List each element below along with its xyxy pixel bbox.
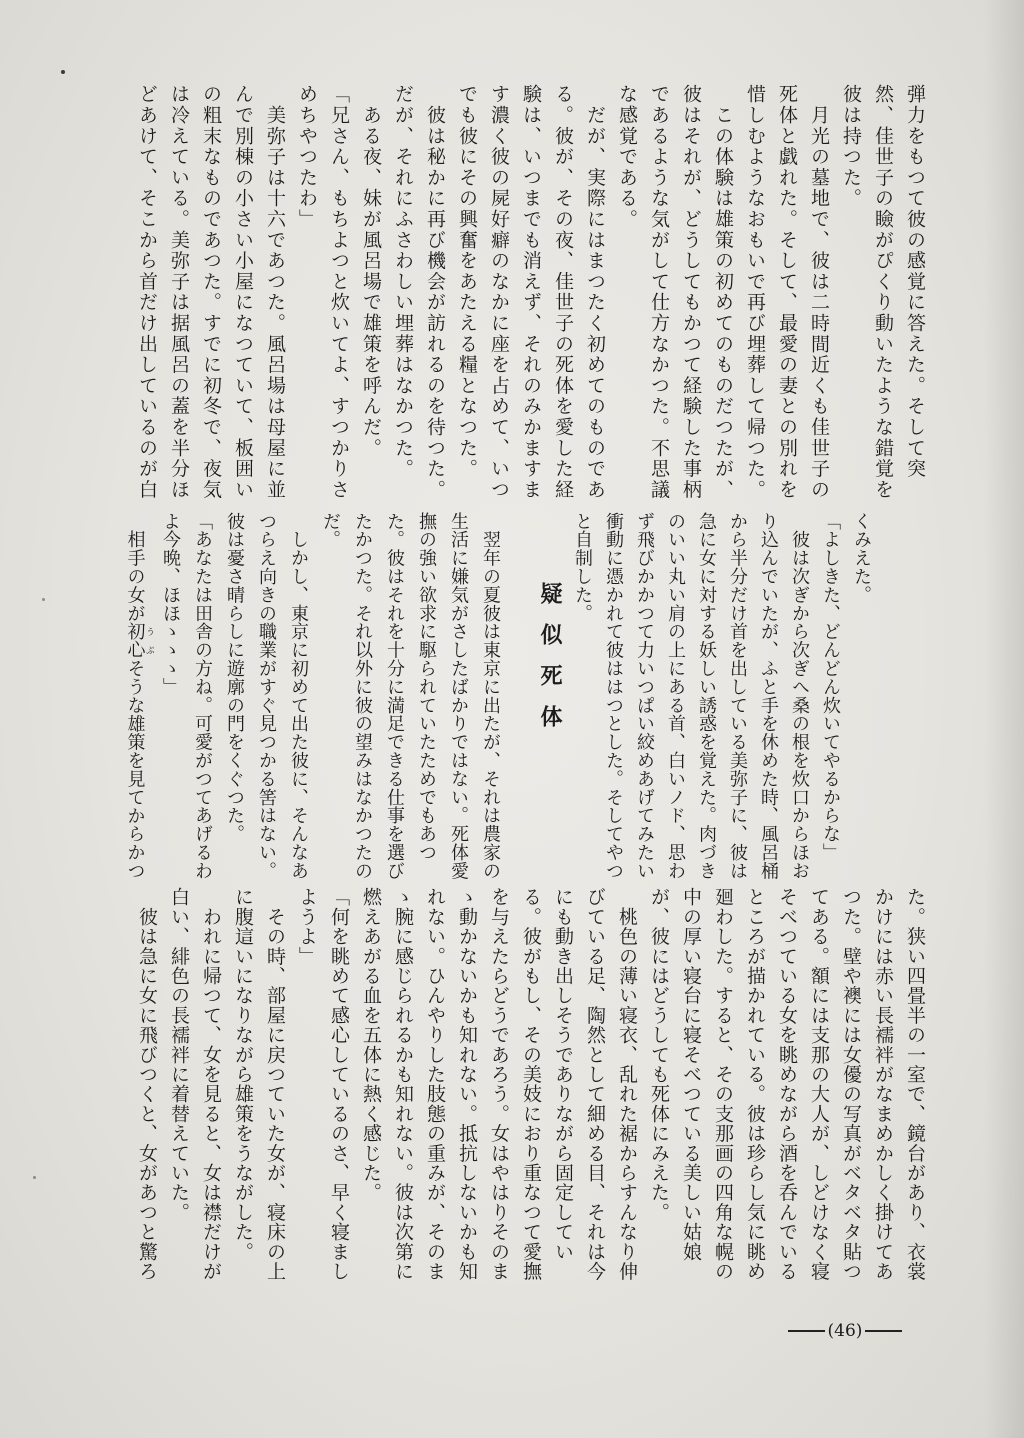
text-column: 撫の強い欲求に駆られていたためでもあつ	[416, 512, 437, 862]
text-column: 桃色の薄い寝衣、乱れた裾からすんなり伸	[616, 887, 638, 1281]
text-column: から半分だけ首を出している美弥子に、彼は	[727, 512, 748, 880]
ruby-annotation	[124, 622, 154, 660]
ink-speck	[42, 598, 45, 601]
text-column: 惜しむようなおもいで再び埋葬して帰つた。	[744, 84, 766, 500]
text-column: 急に女に対する妖しい誘惑を覚えた。肉づき	[696, 512, 717, 880]
text-column: 彼は次ぎから次ぎへ桑の根を炊口からほお	[789, 512, 810, 880]
text-column: だ。	[320, 512, 341, 549]
text-column: 死体と戯れた。そして、最愛の妻との別れを	[776, 84, 798, 500]
ink-speck	[33, 1176, 36, 1179]
text-column: 燃えあがる血を五体に熱く感じた。	[360, 887, 382, 1203]
text-column: であるような気がして仕方なかつた。不思議	[648, 84, 670, 500]
text-column: びている足、陶然として細める目、それは今	[584, 887, 606, 1281]
text-column: に腹這いになりながら雄策をうながした。	[232, 887, 254, 1262]
text-column: この体験は雄策の初めてのものだつたが、	[712, 84, 734, 500]
text-column: が、彼にはどうしても死体にみえた。	[648, 887, 670, 1222]
text-column: でも彼にその興奮をあたえる糧となつた。	[456, 84, 478, 480]
text-column: る。彼が、その夜、佳世子の死体を愛した経	[552, 84, 574, 500]
text-column: だが、それにふさわしい埋葬はなかつた。	[392, 84, 414, 480]
text-column: 然、佳世子の瞼がぴくり動いたような錯覚を	[872, 84, 894, 500]
section-title: 疑似死体	[537, 582, 563, 746]
text-column-with-ruby	[122, 512, 154, 882]
text-column: どあけて、そこから首だけ出しているのが白	[136, 84, 158, 500]
text-column: を与えたらどうであろう。女はやはりそのま	[488, 887, 510, 1281]
page-number	[788, 1318, 902, 1344]
text-column: 月光の墓地で、彼は二時間近くも佳世子の	[808, 84, 830, 500]
middle-tier-text-right	[567, 512, 877, 882]
text-column: つらえ向きの職業がすぐ見つかる筈はない。	[256, 512, 277, 880]
text-column: 験は、いつまでも消えず、それのみかますま	[520, 84, 542, 500]
text-column: 美弥子は十六であつた。風呂場は母屋に並	[264, 84, 286, 500]
text-column: す濃く彼の屍好癖のなかに座を占めて、いつ	[488, 84, 510, 500]
text-column: 「兄さん、もちよつと炊いてよ、すつかりさ	[328, 84, 350, 500]
text-column: しかし、東京に初めて出た彼に、そんなあ	[288, 512, 309, 880]
ruby-base: 初心	[124, 622, 146, 660]
text-column: り込んでいたが、ふと手を休めた時、風呂桶	[758, 512, 779, 880]
text-column: な感覚である。	[616, 84, 638, 230]
text-column: 白い、緋色の長襦袢に着替えていた。	[168, 887, 190, 1222]
text-column: 「あなたは田舎の方ね。可愛がつてあげるわ	[192, 512, 213, 880]
text-column: てある。額には支那の大人が、しどけなく寝	[808, 887, 830, 1281]
text-column: ある夜、妹が風呂場で雄策を呼んだ。	[360, 84, 382, 459]
top-tier-text	[131, 84, 931, 500]
text-column: われに帰つて、女を見ると、女は襟だけが	[200, 887, 222, 1281]
text-column: たかつた。それ以外に彼の望みはなかつたの	[352, 512, 373, 880]
text-column: その時、部屋に戻つていた女が、寝床の上	[264, 887, 286, 1281]
page-number-rule-right	[865, 1330, 902, 1332]
ruby-line-before: 相手の女が	[124, 512, 146, 623]
text-column: た。彼はそれを十分に満足できる仕事を選び	[384, 512, 405, 880]
text-column: 生活に嫌気がさしたばかりではない。死体愛	[448, 512, 469, 880]
text-column: ゝ動かないかも知れない。抵抗しないかも知	[456, 887, 478, 1281]
text-column: ようよ」	[296, 887, 318, 966]
text-column: 彼はそれが、どうしてもかつて経験した事柄	[680, 84, 702, 500]
text-column: よ今晩、ほほゝゝゝ」	[160, 512, 181, 696]
text-column: かけには赤い長襦袢がなまめかしく掛けてあ	[872, 887, 894, 1281]
text-column: る。彼がもし、その美妓におり重なつて愛撫	[520, 887, 542, 1281]
text-column: んで別棟の小さい小屋になつていて、板囲い	[232, 84, 254, 500]
page-number-text: (46)	[827, 1321, 863, 1341]
text-column: 中の厚い寝台に寝そべつている美しい姑娘	[680, 887, 702, 1262]
text-column: の粗末なものであつた。すでに初冬で、夜気	[200, 84, 222, 500]
text-column: めちやつたわ」	[296, 84, 318, 230]
text-column: のいい丸い肩の上にある首、白いノド、思わ	[665, 512, 686, 880]
text-column: そべつている女を眺めながら酒を呑んでいる	[776, 887, 798, 1281]
middle-tier-text-left	[122, 512, 506, 882]
text-column: れない。ひんやりした肢態の重みが、そのま	[424, 887, 446, 1281]
text-column: だが、実際にはまつたく初めてのものであ	[584, 84, 606, 500]
text-column: 彼は持つた。	[840, 84, 862, 209]
text-column: 衝動に憑かれて彼ははつとした。そしてやつ	[603, 512, 624, 880]
text-column: つた。壁や襖には女優の写真がベタベタ貼つ	[840, 887, 862, 1281]
bottom-tier-text	[131, 887, 931, 1283]
text-column: 廻わした。すると、その支那画の四角な幌の	[712, 887, 734, 1281]
text-column: にも動き出しそうでありながら固定してい	[552, 887, 574, 1262]
text-column: 「何を眺めて感心しているのさ、早く寝まし	[328, 887, 350, 1281]
text-column: 翌年の夏彼は東京に出たが、それは農家の	[480, 512, 501, 880]
ruby-reading: うぶ	[144, 622, 154, 660]
text-column: 彼は憂さ晴らしに遊廓の門をくぐつた。	[224, 512, 245, 844]
text-column: ゝ腕に感じられるかも知れない。彼は次第に	[392, 887, 414, 1281]
ink-speck	[61, 70, 65, 74]
text-column: 弾力をもつて彼の感覚に答えた。そして突	[904, 84, 926, 480]
text-column: ところが描かれている。彼は珍らし気に眺め	[744, 887, 766, 1281]
text-column: た。狭い四畳半の一室で、鏡台があり、衣裳	[904, 887, 926, 1281]
text-column: くみえた。	[851, 512, 872, 604]
scan-edge-shadow	[984, 0, 1024, 1438]
page-number-rule-left	[788, 1330, 825, 1332]
ruby-line-after: そうな雄策を見てからかつ	[124, 659, 146, 881]
text-column: 彼は秘かに再び機会が訪れるのを待つた。	[424, 84, 446, 500]
text-column: は冷えている。美弥子は据風呂の蓋を半分ほ	[168, 84, 190, 500]
text-column: ず飛びかかつて力いつぱい絞めあげてみたい	[634, 512, 655, 880]
text-column: 彼は急に女に飛びつくと、女があつと驚ろ	[136, 887, 158, 1281]
text-column: と自制した。	[572, 512, 593, 623]
text-column: 「よしきた、どんどん炊いてやるからな」	[820, 512, 841, 862]
